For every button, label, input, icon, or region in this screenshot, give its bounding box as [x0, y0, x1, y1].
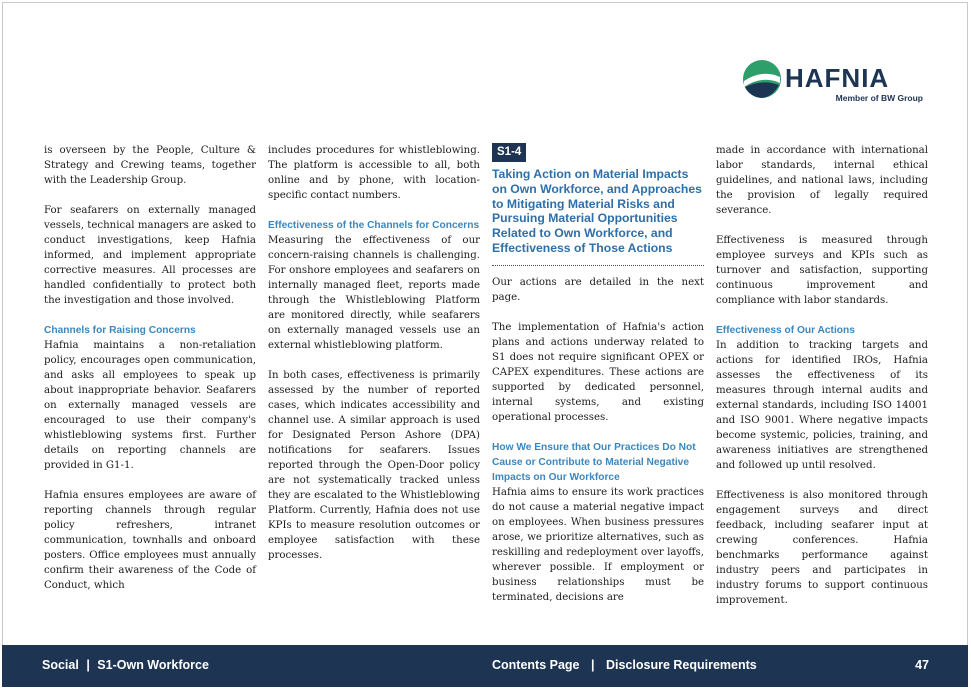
column-3 — [492, 143, 704, 605]
paragraph: In both cases, effectiveness is primarily assessed by the number of reported cases, which indicates accessibility and channel use. A similar approach is used for Designated Person Ashore (DPA) notifications for seafarers. Issues reported through the Open-Door policy are not systematically tracked unless they are escalated to the Whistleblowing Platform. Currently, Hafnia does not use KPIs to measure resolution outcomes or employee satisfaction with these processes. — [268, 370, 480, 561]
paragraph: In addition to tracking targets and actions for identified IROs, Hafnia assesses the effectiveness of its measures through internal audits and external standards, including ISO 14001 and ISO 9001. Where negative impacts become systemic, policies, training, and awareness initiatives are strengthened and followed up until resolved. — [716, 340, 928, 471]
footer-breadcrumb — [42, 658, 209, 672]
footer-bar — [2, 645, 968, 687]
paragraph: For seafarers on externally managed vessels, technical managers are asked to conduct investigations, keep Hafnia informed, and implement appropriate corrective measures. All processes are handled confidentially to protect both the investigation and those involved. — [44, 205, 256, 306]
paragraph: Hafnia ensures employees are aware of reporting channels through regular policy refreshers, intranet communication, townhalls and onboard posters. Office employees must annually confirm their awareness of the Code of Conduct, which — [44, 490, 256, 591]
section-title: Taking Action on Material Impacts on Own Workforce, and Approaches to Mitigating Material Risks and Pursuing Material Opportunities Related to Own Workforce, and Effectiveness of Those Actions — [492, 167, 702, 255]
footer-section: Social — [42, 658, 79, 672]
disclosure-requirements-link[interactable]: Disclosure Requirements — [605, 658, 757, 672]
column-2 — [268, 143, 480, 563]
paragraph: Hafnia aims to ensure its work practices do not cause a material negative impact on employees. When business pressures arose, we prioritize alternatives, such as reskilling and redeployment over layoffs, wherever possible. If employment or business relationships must be terminated, decisions are — [492, 486, 704, 603]
paragraph: The implementation of Hafnia's action plans and actions underway related to S1 does not require significant OPEX or CAPEX expenditures. These actions are supported by dedicated personnel, internal systems, and existing operational processes. — [492, 321, 704, 423]
footer-nav-separator: | — [591, 658, 595, 672]
paragraph: Our actions are detailed in the next page. — [492, 276, 704, 303]
subheading-channels: Channels for Raising Concerns — [44, 325, 196, 336]
logo-wordmark: HAFNIA — [785, 63, 890, 93]
paragraph: Hafnia maintains a non-retaliation policy, encourages open communication, and asks all employees to speak up about inappropriate behavior. Seafarers on externally managed vessels are encouraged to use their company's whistleblowing systems first. Further details on reporting channels are provided in G1-1. — [44, 340, 256, 471]
page-number: 47 — [915, 658, 929, 672]
dotted-divider — [492, 265, 704, 266]
column-1 — [44, 143, 256, 593]
section-badge: S1-4 — [492, 143, 526, 162]
hafnia-logo — [742, 57, 927, 105]
logo-tagline: Member of BW Group — [835, 93, 923, 103]
paragraph: made in accordance with international labor standards, internal ethical guidelines, and national laws, including the provision of legally required severance. — [716, 145, 928, 216]
hafnia-globe-icon — [742, 59, 782, 99]
paragraph: Effectiveness is measured through employee surveys and KPIs such as turnover and satisfaction, supporting continuous improvement and compliance with labor standards. — [716, 235, 928, 306]
paragraph: includes procedures for whistleblowing. The platform is accessible to all, both online and by phone, with location-specific contact numbers. — [268, 145, 480, 201]
paragraph: Measuring the effectiveness of our concern-raising channels is challenging. For onshore employees and seafarers on internally managed fleet, reports made through the Whistleblowing Platform are monitored directly, while seafarers on externally managed vessels use an external whistleblowing platform. — [268, 235, 480, 351]
footer-separator: | — [86, 658, 90, 672]
column-4 — [716, 143, 928, 608]
contents-page-link[interactable]: Contents Page — [492, 658, 580, 672]
footer-nav — [492, 658, 757, 672]
paragraph: is overseen by the People, Culture & Strategy and Crewing teams, together with the Leadership Group. — [44, 145, 256, 186]
subheading-effectiveness-actions: Effectiveness of Our Actions — [716, 325, 855, 336]
subheading-effectiveness-channels: Effectiveness of the Channels for Concerns — [268, 220, 480, 231]
paragraph: Effectiveness is also monitored through engagement surveys and direct feedback, including seafarer input at crewing conferences. Hafnia benchmarks performance against industry peers and participates in industry forums to support continuous improvement. — [716, 490, 928, 606]
footer-chapter: S1-Own Workforce — [97, 658, 209, 672]
subheading-practices: How We Ensure that Our Practices Do Not Cause or Contribute to Material Negative Impacts on Our Workforce — [492, 441, 696, 483]
